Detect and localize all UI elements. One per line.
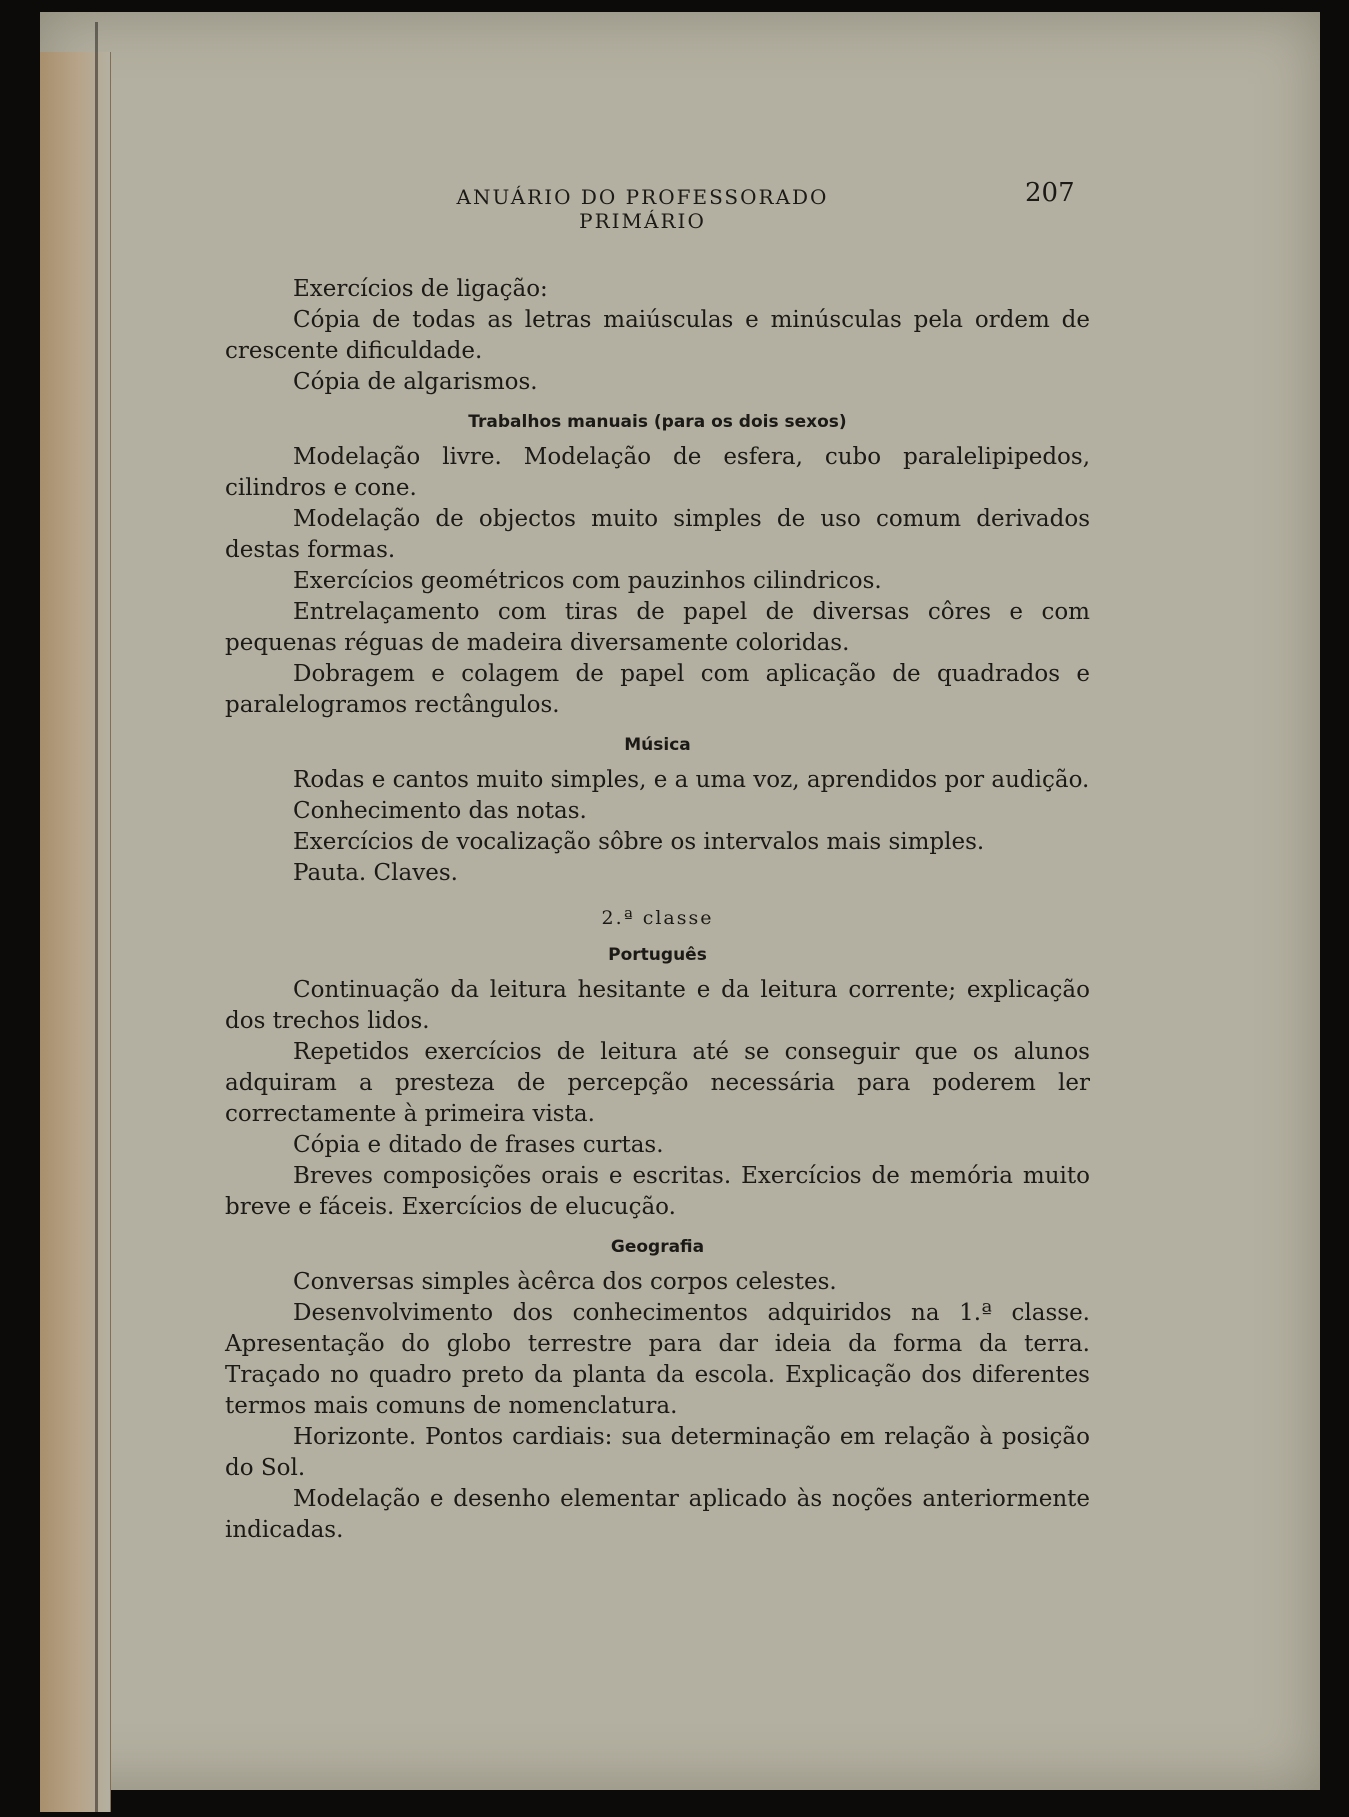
paragraph: Cópia de algarismos. (293, 369, 538, 395)
paragraph: Pauta. Claves. (293, 860, 458, 886)
page-fold-line (95, 22, 98, 1812)
section-heading-geografia: Geografia (610, 1237, 705, 1257)
paragraph: Repetidos exercícios de leitura até se conseguir que os alunos adquiram a presteza de percepção necessária para poderem ler correctamente à primeira vista. (225, 1039, 1090, 1127)
paragraph: Exercícios de ligação: (293, 276, 548, 302)
paragraph: Modelação e desenho elementar aplicado às noções anteriormente indicadas. (225, 1486, 1090, 1543)
paragraph: Entrelaçamento com tiras de papel de diversas côres e com pequenas réguas de madeira diversamente coloridas. (225, 599, 1090, 656)
paragraph: Conhecimento das notas. (293, 798, 587, 824)
paragraph: Breves composições orais e escritas. Exercícios de memória muito breve e fáceis. Exercícios de elucução. (225, 1163, 1090, 1220)
paragraph: Exercícios geométricos com pauzinhos cilindricos. (293, 568, 882, 594)
page-number: 207 (1025, 178, 1075, 208)
section-heading-trabalhos-manuais: Trabalhos manuais (para os dois sexos) (468, 412, 847, 432)
paragraph: Dobragem e colagem de papel com aplicação de quadrados e paralelogramos rectângulos. (225, 661, 1090, 718)
paragraph: Cópia e ditado de frases curtas. (293, 1132, 664, 1158)
paragraph: Conversas simples àcêrca dos corpos celestes. (293, 1269, 837, 1295)
section-heading-musica: Música (624, 735, 691, 755)
book-page (40, 12, 1320, 1790)
paragraph: Continuação da leitura hesitante e da leitura corrente; explicação dos trechos lidos. (225, 977, 1090, 1034)
paragraph: Modelação de objectos muito simples de uso comum derivados destas formas. (225, 506, 1090, 563)
running-head: ANUÁRIO DO PROFESSORADO PRIMÁRIO (456, 185, 829, 233)
section-heading-portugues: Português (608, 945, 707, 965)
class-heading: 2.ª classe (601, 907, 714, 929)
paragraph: Rodas e cantos muito simples, e a uma voz, aprendidos por audição. (293, 767, 1090, 793)
paragraph: Desenvolvimento dos conhecimentos adquiridos na 1.ª classe. Apresentação do globo terrestre para dar ideia da forma da terra. Traçado no quadro preto da planta da escola. Explicação dos diferentes termos mais comuns de nomenclatura. (225, 1300, 1090, 1419)
page-body (225, 274, 1090, 1546)
paragraph: Cópia de todas as letras maiúsculas e minúsculas pela ordem de crescente dificuldade. (225, 307, 1090, 364)
paragraph: Horizonte. Pontos cardiais: sua determinação em relação à posição do Sol. (225, 1424, 1090, 1481)
paragraph: Modelação livre. Modelação de esfera, cubo paralelipipedos, cilindros e cone. (225, 444, 1090, 501)
page-binding (40, 52, 111, 1812)
paragraph: Exercícios de vocalização sôbre os intervalos mais simples. (293, 829, 985, 855)
